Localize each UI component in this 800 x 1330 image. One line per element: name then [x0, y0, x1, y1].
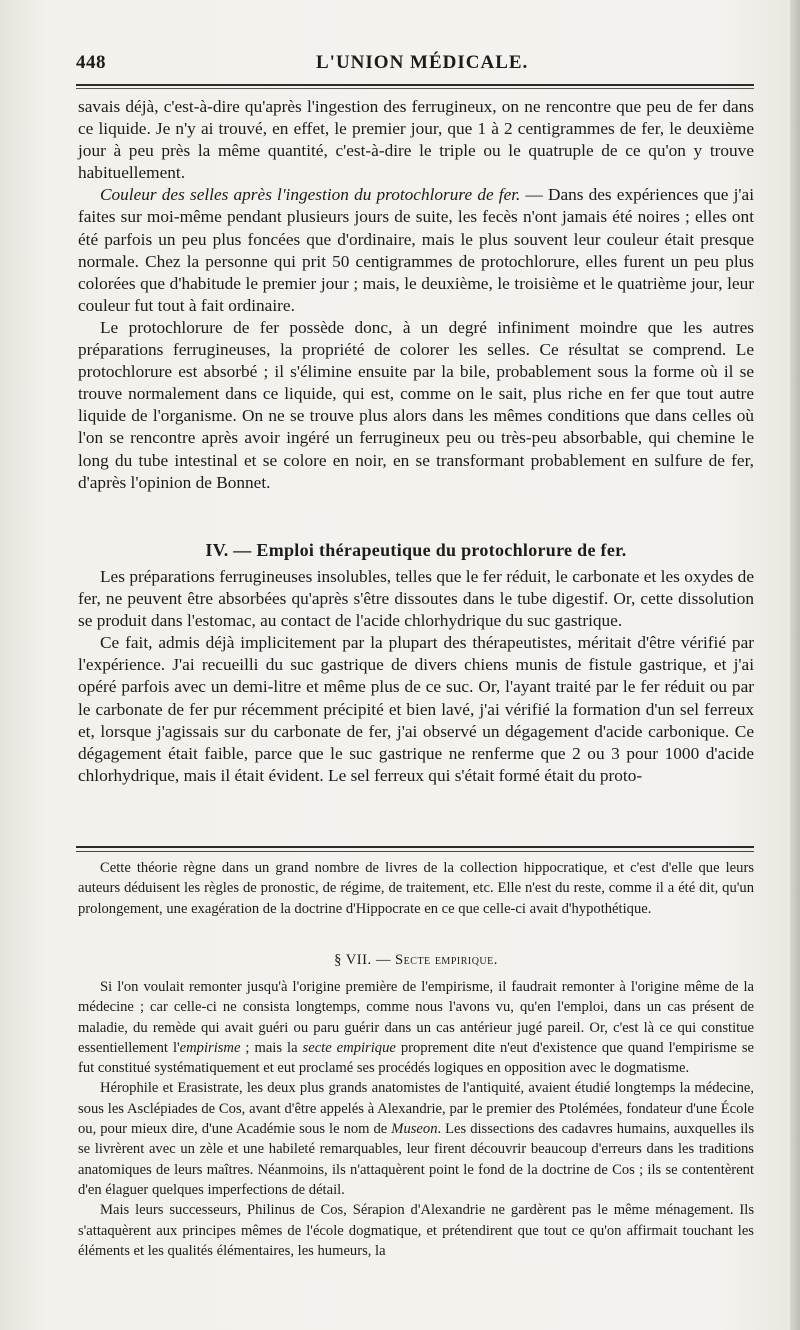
feuilleton-rule-thin: [76, 851, 754, 852]
emphasis: Museon: [391, 1121, 438, 1138]
page-edge: [790, 0, 800, 1330]
feuilleton-subheading: § VII. — Secte empirique.: [334, 952, 498, 968]
paragraph-heading: Couleur des selles après l'ingestion du protochlorure de fer.: [100, 185, 521, 205]
main-text-block-2: [78, 566, 754, 787]
paragraph: Le protochlorure de fer possède donc, à un degré infiniment moindre que les autres préparations ferrugineuses, la propriété de colorer les selles. Ce résultat se comprend. Le protochlorure est absorbé ; il s'élimine ensuite par la bile, probablement sous la forme où il se trouve normalement dans ce liquide, qui est, comme on le sait, plus riche en fer que tout autre liquide de l'organisme. On ne se trouve plus alors dans les mêmes conditions que dans celles où l'on se rencontre après avoir ingéré un ferrugineux peu ou très-peu absorbable, qui chemine le long du tube intestinal et se colore en noir, en se transformant probablement en sulfure de fer, d'après l'opinion de Bonnet.: [78, 317, 754, 492]
paragraph: savais déjà, c'est-à-dire qu'après l'ingestion des ferrugineux, on ne rencontre que peu de fer dans ce liquide. Je n'y ai trouvé, en effet, le premier jour, que 1 à 2 centigrammes de fer, le deuxième jour à peu près la même quantité, c'est-à-dire le triple ou le quatruple de ce qu'on y trouve habituellement.: [78, 97, 754, 183]
paragraph-text: Si l'on voulait remonter jusqu'à l'origine première de l'empirisme, il faudrait remonter à l'origine même de la médecine ; car celle-ci ne consista longtemps, comme nous l'avons vu, qu'en l'emploi, dans un cas présent de maladie, du remède qui avait guéri ou paru guérir dans un cas antérieur jugé pareil. Or, c'est là ce qui constitue essentiellement l': [78, 979, 754, 1056]
paragraph: Les préparations ferrugineuses insolubles, telles que le fer réduit, le carbonate et les oxydes de fer, ne peuvent être absorbées qu'après s'être dissoutes dans le tube digestif. Or, cette dissolution se produit dans l'estomac, au contact de l'acide chlorhydrique du suc gastrique.: [78, 567, 754, 631]
feuilleton-block-2: [78, 977, 754, 1261]
main-text-block-1: [78, 96, 754, 494]
emphasis: empirisme: [179, 1039, 241, 1056]
paragraph-text: ; mais la: [240, 1039, 303, 1056]
paragraph: Mais leurs successeurs, Philinus de Cos, Sérapion d'Alexandrie ne gardèrent pas le même ménagement. Ils s'attaquèrent aux principes mêmes de l'école dogmatique, et prétendirent que tout ce qu'on affirmait touchant les éléments et les qualités élémentaires, les humeurs, la: [78, 1202, 754, 1259]
feuilleton-rule: [76, 846, 754, 848]
paragraph: [78, 184, 754, 317]
paragraph: [78, 977, 754, 1078]
page-number: 448: [76, 52, 106, 73]
running-title: L'UNION MÉDICALE.: [316, 52, 529, 73]
header-rule: [76, 84, 754, 86]
section-heading: IV. — Emploi thérapeutique du protochlorure de fer.: [205, 540, 627, 560]
paragraph: Ce fait, admis déjà implicitement par la plupart des thérapeutistes, méritait d'être vérifié par l'expérience. J'ai recueilli du suc gastrique de divers chiens munis de fistule gastrique, et j'ai opéré parfois avec un demi-litre et même plus de ce suc. Or, l'ayant traité par le fer réduit ou par le carbonate de fer pur récemment précipité et bien lavé, j'ai vérifié la formation d'un sel ferreux et, lorsque j'agissais sur du carbonate de fer, j'ai observé un dégagement d'acide carbonique. Ce dégagement était faible, parce que le suc gastrique ne renferme que 2 ou 3 pour 1000 d'acide chlorhydrique, mais il était évident. Le sel ferreux qui s'était formé était du proto-: [78, 633, 754, 785]
paragraph-text: . Les dissections des cadavres humains, auxquelles ils se livrèrent avec un zèle et une habileté remarquables, leur firent découvrir beaucoup d'erreurs dans les traditions anatomiques de leurs maîtres. Néanmoins, ils n'attaquèrent point le fond de la doctrine de Cos ; ils se contentèrent d'en élaguer quelques imperfections de détail.: [78, 1121, 755, 1198]
paragraph-text: proprement dite n'eut d'existence que quand l'empirisme se fut constitué systématiquement et eut proclamé ses procédés logiques en opposition avec le dogmatisme.: [78, 1039, 755, 1077]
header-rule-thin: [76, 88, 754, 89]
paragraph: Cette théorie règne dans un grand nombre de livres de la collection hippocratique, et c'est d'elle que leurs auteurs déduisent les règles de pronostic, de régime, de traitement, etc. Elle n'est du reste, comme il a été dit, qu'un prolongement, une exagération de la doctrine d'Hippocrate en ce que celle-ci avait d'hypothétique.: [78, 860, 754, 917]
paragraph-text: Hérophile et Erasistrate, les deux plus grands anatomistes de l'antiquité, avaient étudié longtemps la médecine, sous les Asclépiades de Cos, avant d'être appelés à Alexandrie, par le premier des Ptolémées, fondateur d'une École ou, pour mieux dire, d'une Académie sous le nom de: [78, 1080, 754, 1138]
feuilleton-block-1: [78, 858, 754, 919]
page-header: [76, 50, 756, 78]
paragraph-text: — Dans des expériences que j'ai faites sur moi-même pendant plusieurs jours de suite, les fecès n'ont jamais été noires ; elles ont été parfois un peu plus foncées que d'ordinaire, mais le plus souvent leur couleur était presque normale. Chez la personne qui prit 50 centigrammes de protochlorure, elles furent un peu plus colorées que d'habitude le premier jour ; mais, le deuxième, le troisième et le quatrième jour, leur couleur fut tout à fait ordinaire.: [78, 185, 754, 315]
emphasis: secte empirique: [302, 1039, 396, 1056]
paragraph: [78, 1078, 754, 1200]
